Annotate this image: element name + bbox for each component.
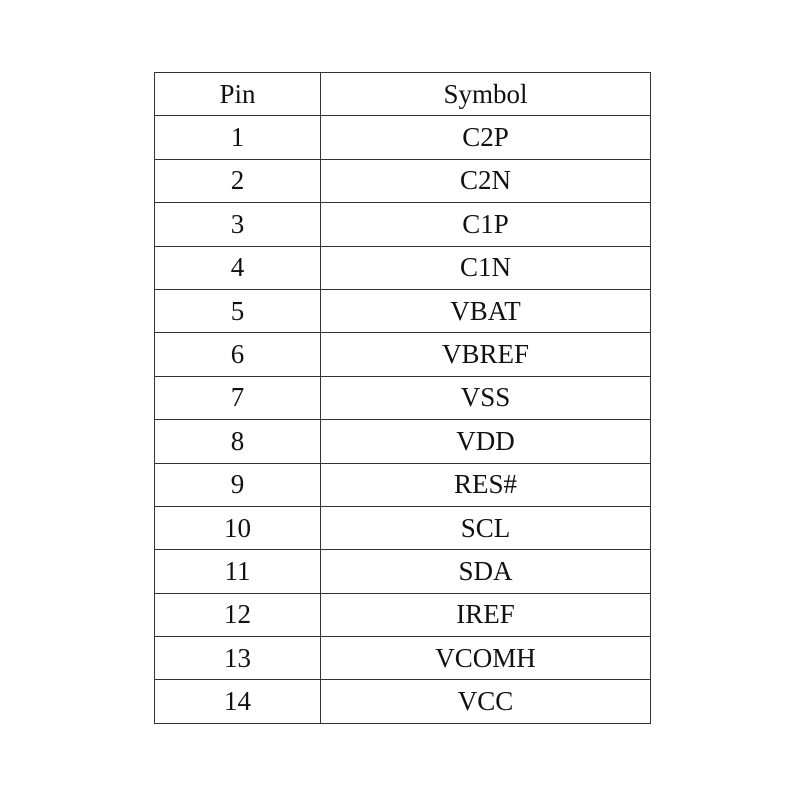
header-row	[155, 73, 651, 116]
pin-table	[154, 72, 651, 724]
table-row	[155, 680, 651, 723]
symbol-cell: VSS	[321, 376, 651, 419]
table-row	[155, 159, 651, 202]
pin-cell: 11	[155, 550, 321, 593]
symbol-cell: SDA	[321, 550, 651, 593]
symbol-cell: C2P	[321, 116, 651, 159]
symbol-cell: C2N	[321, 159, 651, 202]
pin-cell: 9	[155, 463, 321, 506]
pin-cell: 1	[155, 116, 321, 159]
pin-cell: 3	[155, 203, 321, 246]
pin-cell: 8	[155, 420, 321, 463]
symbol-cell: RES#	[321, 463, 651, 506]
table-row	[155, 637, 651, 680]
symbol-cell: VBAT	[321, 289, 651, 332]
pin-cell: 7	[155, 376, 321, 419]
pin-cell: 5	[155, 289, 321, 332]
symbol-cell: VCC	[321, 680, 651, 723]
pin-cell: 14	[155, 680, 321, 723]
table-row	[155, 289, 651, 332]
pin-table-header	[155, 73, 651, 116]
pin-cell: 4	[155, 246, 321, 289]
table-row	[155, 593, 651, 636]
symbol-cell: VCOMH	[321, 637, 651, 680]
pin-cell: 12	[155, 593, 321, 636]
symbol-cell: IREF	[321, 593, 651, 636]
table-row	[155, 420, 651, 463]
pin-cell: 2	[155, 159, 321, 202]
symbol-cell: VBREF	[321, 333, 651, 376]
table-row	[155, 506, 651, 549]
table-row	[155, 203, 651, 246]
pin-table-body	[155, 116, 651, 723]
table-row	[155, 376, 651, 419]
symbol-cell: C1P	[321, 203, 651, 246]
table-row	[155, 333, 651, 376]
symbol-cell: SCL	[321, 506, 651, 549]
header-symbol: Symbol	[321, 73, 651, 116]
symbol-cell: VDD	[321, 420, 651, 463]
pin-cell: 10	[155, 506, 321, 549]
symbol-cell: C1N	[321, 246, 651, 289]
pin-cell: 6	[155, 333, 321, 376]
table-row	[155, 463, 651, 506]
pin-cell: 13	[155, 637, 321, 680]
table-row	[155, 246, 651, 289]
header-pin: Pin	[155, 73, 321, 116]
table-row	[155, 116, 651, 159]
table-row	[155, 550, 651, 593]
